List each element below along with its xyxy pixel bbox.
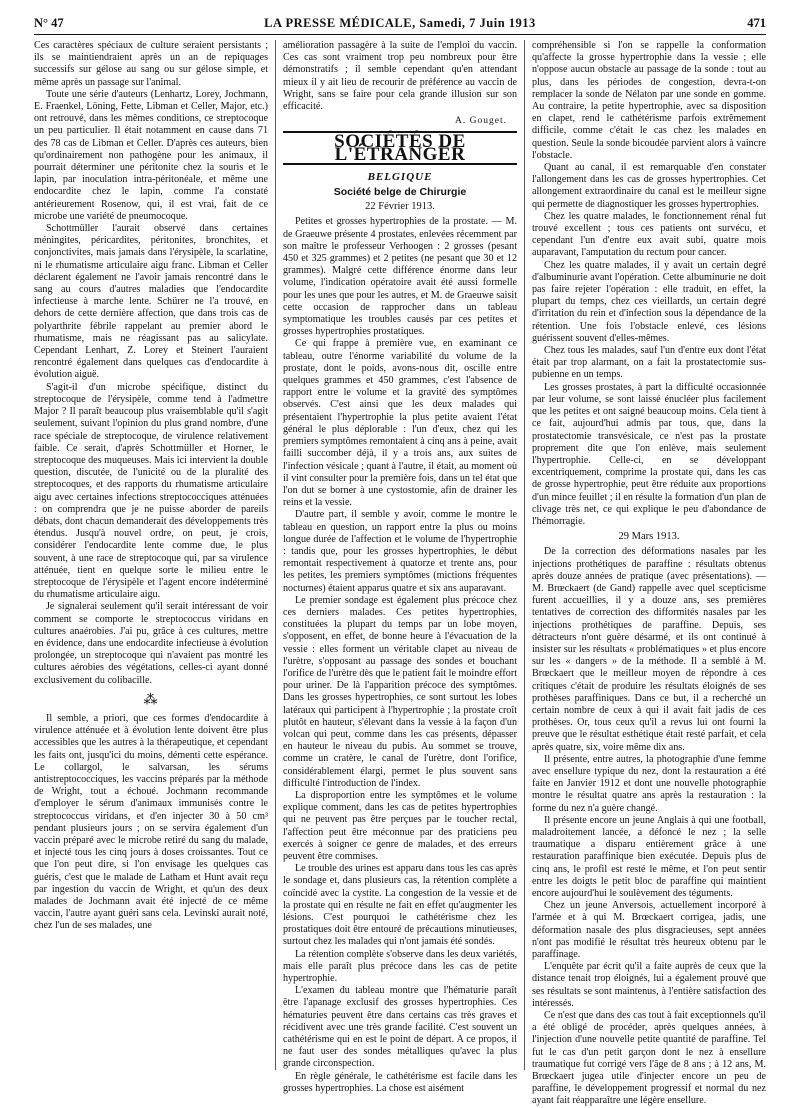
paragraph: Chez tous les malades, sauf l'un d'entre eux dont l'état était par trop alarmant, on a fait la prostatectomie sus-pubienne en un temps. bbox=[532, 345, 766, 381]
paragraph: Je signalerai seulement qu'il serait intéressant de voir comment se comporte le streptococcus viridans en cultures anaérobies. J'ai pu, grâce à ces cultures, mettre en évidence, dans une endocardite infectieuse à évolution prolongée, un streptocoque qui n'avaient pas montré les cultures aérobies des végétations, celles-ci ayant donné exclusivement du colibacille. bbox=[34, 601, 268, 686]
paragraph: Schottmüller l'aurait observé dans certaines méningites, péricardites, péritonites, bronchites, et conjonctivites, mais jamais dans l'érysipèle, la scarlatine, ni le rhumatisme articulaire aigu franc. Libman et Celler déclarent également ne l'avoir jamais rencontré dans le sang au cours d'autres maladies que l'endocardite infectieuse à marche lente. Schürer ne l'a trouvé, en dehors de cette dernière affection, que dans trois cas de polyarthrite fébrile rappelant au premier abord le rhumatisme, mais ne réagissant pas au salicylate. Cependant Lenhart, Z. Lorey et Steinert l'auraient rencontré également dans quelques cas d'endocardite à évolution aiguë. bbox=[34, 223, 268, 381]
journal-title: LA PRESSE MÉDICALE, Samedi, 7 Juin 1913 bbox=[264, 16, 536, 30]
column-left bbox=[34, 40, 268, 1070]
paragraph: S'agit-il d'un microbe spécifique, distinct du streptocoque de l'érysipèle, comme tend à l'admettre Major ? Il paraît beaucoup plus vraisemblable qu'il s'agit seulement, suivant l'opinion du plus grand nombre, d'une race spéciale de streptocoque, de virulence relativement faible. Ce serait, d'après Schottmüller et Horner, le streptocoque des muqueuses. Mais ici intervient la double question, discutée, de l'unicité ou de la pluralité des streptocoques, et des rapports du rhumatisme articulaire aigu avec certaines infections streptococciques atténuées : on comprendra que je ne puisse aborder de pareils débats, dont chacun demanderait des développements très étendus. Jusqu'à nouvel ordre, on peut, je crois, considérer l'endocardite lente comme due, le plus souvent, à une race de streptocoque qui, par sa virulence atténuée, tient en quelque sorte le milieu entre le streptocoque de l'érysipèle et l'agent encore indéterminé du rhumatisme articulaire aigu. bbox=[34, 381, 268, 601]
paragraph: Le trouble des urines est apparu dans tous les cas après le sondage et, dans plusieurs cas, la rétention complète a coïncidé avec la cystite. La congestion de la vessie et de la prostate qui en résulte ne fait en effet qu'augmenter les lésions. C'est pourquoi le cathétérisme chez les prostatiques doit être entouré de précautions minutieuses, surtout chez les malades qui n'ont jamais été sondés. bbox=[283, 863, 517, 948]
paragraph: Les grosses prostates, à part la difficulté occasionnée par leur volume, se sont laissé énucléer plus facilement que les petites et ont saigné beaucoup moins. Cela tient à ce fait, aujourd'hui admis par tous, que, dans la prostatectomie transvésicale, ce n'est pas la prostate proprement dite que l'on enlève, mais seulement l'hypertrophie. Celle-ci, en se développant excentriquement, comprime la prostate qui, dans les cas de grosse hypertrophie, peut être réduite aux proportions d'un mince feuillet ; il en résulte la formation d'un plan de clivage très net, ce qui explique le peu d'abondance de l'hémorragie. bbox=[532, 381, 766, 527]
column-middle bbox=[283, 40, 517, 1094]
paragraph: Chez les quatre malades, il y avait un certain degré d'albuminurie avant l'opération. Cette albuminurie ne doit pas faire rejeter l'opération : elle traduit, en effet, la plupart du temps, chez ces vieillards, un certain degré d'irritation du rein et d'infection sous la dépendance de la rétention. Une fois l'obstacle enlevé, ces lésions guérissent souvent d'elles-mêmes. bbox=[532, 259, 766, 344]
column-right bbox=[532, 40, 766, 1107]
paragraph: Le premier sondage est également plus précoce chez ces derniers malades. Ces petites hypertrophies, constituées la plupart du temps par un lobe moyen, s'opposent, en effet, de bonne heure à l'évacuation de la vessie : elles forment un véritable clapet au niveau de l'urètre, s'opposant au passage des sondes et bouchant l'orifice de l'urètre dès que le patient fait le moindre effort pour uriner. De là l'apparition précoce des symptômes. Dans les grosses hypertrophies, ce sont surtout les lobes latéraux qui participent à l'hypertrophie ; la prostate croît plutôt en hauteur, s'élevant dans la vessie à la façon d'un volcan qui peut, comme dans les cas présents, dépasser en hauteur le niveau du pubis. Au sommet se trouve, comme un cratère, le canal de l'urètre, dont l'orifice, considérablement élargi, permet le plus souvent sans difficulté l'introduction de l'index. bbox=[283, 594, 517, 789]
paragraph: Chez les quatre malades, le fonctionnement rénal fut trouvé excellent ; tous ces patients ont survécu, et cependant l'un d'entre eux avait subi, quatre mois auparavant, l'amputation du rectum pour cancer. bbox=[532, 210, 766, 259]
section-title: SOCIÉTÉS DE L'ÉTRANGER bbox=[283, 131, 517, 164]
paragraph: La disproportion entre les symptômes et le volume explique comment, dans les cas de petites hypertrophies qui ne peuvent pas être perçues par le toucher rectal, l'affection peut être méconnue par des praticiens peu exercés à soigner ce genre de malades, et des erreurs peuvent être commises. bbox=[283, 789, 517, 862]
paragraph: Il semble, a priori, que ces formes d'endocardite à virulence atténuée et à évolution lente doivent être plus accessibles que les autres à la thérapeutique, et cependant les faits ont, jusqu'ici du moins, démenti cette espérance. Le collargol, le salvarsan, les sérums antistreptococciques, les vaccins préparés par la méthode de Wright, tout a échoué. Jochmann recommande d'employer le sérum d'animaux immunisés contre le streptococcus viridans, et d'en injecter 30 à 50 cm³ pendant plusieurs jours ; on se servira également d'un vaccin préparé avec le microbe retiré du sang du malade, et injecté tous les cinq jours à doses croissantes. Tout ce que l'on peut dire, si l'on envisage les quelques cas guéris, c'est que le malade de Latham et Hunt avait reçu par ingestion du vaccin de Wright, et qu'un des deux malades de Jochmann avait été injecté de ce même vaccin, l'autre ayant guéri sans cela. Levinski aurait noté, chez l'un de ses malades, une bbox=[34, 712, 268, 932]
society-heading: Société belge de Chirurgie bbox=[333, 186, 467, 199]
paragraph: D'autre part, il semble y avoir, comme le montre le tableau en question, un rapport entre la plus ou moins longue durée de l'affection et le volume de l'hypertrophie : tandis que, pour les grosses hypertrophies, le début remontait respectivement à quatorze et trente ans, pour les petites, les premiers symptômes (mictions fréquentes nocturnes) étaient apparus quatre et six ans auparavant. bbox=[283, 509, 517, 594]
paragraph: L'examen du tableau montre que l'hématurie paraît être l'apanage exclusif des grosses hypertrophies. Ces hématuries peuvent être dans certains cas très graves et récidivent avec une très grande facilité. C'est souvent un cathétérisme qui en est le point de départ. A ce propos, il ne faut user des sondes métalliques qu'avec la plus grande circonspection. bbox=[283, 985, 517, 1070]
paragraph: De la correction des déformations nasales par les injections prothétiques de paraffine : résultats obtenus après douze années de pratique (avec présentations). — M. Brœckaert (de Gand) rappelle avec quel scepticisme furent accueillies, il y a douze ans, ses premières tentatives de correction des difformités nasales par les injections prothétiques de paraffine. Depuis, ses détracteurs n'ont guère désarmé, et ils ont continué à insister sur les résultats « problématiques » et plus encore sur les « dangers » de la méthode. Il a semblé à M. Brœckaert que le meilleur moyen de répondre à ces critiques c'était de produire les résultats éloignés de ses prothèses paraffiniques. Dans ce but, il a recherché un certain nombre de ceux à qui il avait fait jadis de ces prothèses. Or, tous ceux qu'il a revus lui ont fourni la preuve que le résultat esthétique était resté parfait, et cela après quatre, six, voire même dix ans. bbox=[532, 546, 766, 753]
paragraph: En règle générale, le cathétérisme est facile dans les grosses hypertrophies. La chose est aisément bbox=[283, 1070, 517, 1094]
column-rule bbox=[524, 40, 525, 1070]
paragraph: Quant au canal, il est remarquable d'en constater l'allongement dans les cas de grosses hypertrophies. Cet allongement extraordinaire du canal est le meilleur signe qui permette de diagnostiquer les grosses hypertrophies. bbox=[532, 162, 766, 210]
page-number: 471 bbox=[747, 16, 766, 30]
paragraph: Toute une série d'auteurs (Lenhartz, Lorey, Jochmann, E. Fraenkel, Löning, Fette, Libman et Celler, Major, etc.) ont retrouvé, dans les mêmes conditions, ce streptocoque un peu particulier. Il était notamment en cause dans 71 des 78 cas de Libman et Celler. D'après ces auteurs, bien qu'ordinairement non pathogène pour les animaux, il pourrait déterminer une péritonite chez la souris et le lapin, par inoculation intra-péritonéale, et même une endocardite chez le lapin, comme l'a constaté antérieurement Rosenow, qui, il est vrai, fait de ce microbe une variété de pneumocoque. bbox=[34, 88, 268, 222]
paragraph: Ce qui frappe à première vue, en examinant ce tableau, outre l'énorme variabilité du volume de la prostate, dont le poids, avons-nous dit, oscille entre quelques grammes et 450 grammes, c'est l'absence de rapport entre le volume et la gravité des symptômes observés. C'est ainsi que les deux malades qui présentaient l'hypertrophie la plus petite avaient l'état général le plus déplorable : l'un d'eux, chez qui les premiers symptômes remontaient à cinq ans à peine, avait failli succomber déjà, il y a trois ans, aux suites de l'infection vésicale ; quant à l'autre, il était, au moment où il vint consulter pour la première fois, dans un tel état que l'on dut se borner à une cystostomie, afin de drainer les reins et la vessie. bbox=[283, 338, 517, 509]
paragraph: La rétention complète s'observe dans les deux variétés, mais elle paraît plus précoce dans les cas de petite hypertrophie. bbox=[283, 948, 517, 985]
paragraph: Il présente encore un jeune Anglais à qui une football, maladroitement lancée, a défoncé le nez ; la selle traumatique a disparu entièrement grâce à une restauration paraffinique bien exécutée. Depuis plus de cinq ans, le profil est resté le même, et l'on peut sentir entre les doigts le petit bloc de paraffine qui maintient encore aujourd'hui le soulèvement des téguments. bbox=[532, 814, 766, 900]
issue-number: N° 47 bbox=[34, 16, 64, 30]
paragraph: Chez un jeune Anversois, actuellement incorporé à l'armée et à qui M. Brœckaert corrigea, jadis, une déformation nasale des plus disgracieuses, sept années n'ont pas modifié le résultat très heureux obtenu par le paraffinage. bbox=[532, 900, 766, 961]
page-header bbox=[34, 14, 766, 35]
paragraph: L'enquête par écrit qu'il a faite auprès de ceux que la distance tenait trop éloignés, lui a également prouvé que ses résultats se sont maintenus, à l'entière satisfaction des intéressés. bbox=[532, 961, 766, 1009]
author-signature: A. Gouget. bbox=[455, 116, 507, 127]
paragraph: Il présente, entre autres, la photographie d'une femme avec ensellure typique du nez, dont la restauration a été faite en Janvier 1912 et dont une nouvelle photographie montre le résultat quatre ans après la restauration : la forme du nez n'a guère changé. bbox=[532, 753, 766, 814]
session-date: 22 Février 1913. bbox=[365, 201, 435, 213]
paragraph: Ce n'est que dans des cas tout à fait exceptionnels qu'il a été obligé de procéder, après quelques années, à l'injection d'une nouvelle petite quantité de paraffine. Tel fut le cas d'un petit garçon dont le nez à ensellure traumatique fut corrigé vers l'âge de 8 ans ; à 12 ans, M. Brœckaert jugea utile d'injecter encore un peu de paraffine, le développement progressif et normal du nez ayant fait réapparaître une légère ensellure. bbox=[532, 1010, 766, 1107]
asterism-divider: ⁂ bbox=[143, 692, 159, 708]
paragraph: compréhensible si l'on se rappelle la conformation qu'affecte la grosse hypertrophie dans la vessie ; elle n'oppose aucun obstacle au passage de la sonde : tout au plus, dans les périodes de congestion, devra-t-on remplacer la sonde de Nélaton par une sonde en gomme. Au contraire, la petite hypertrophie, avec sa disposition en clapet, rend le cathétérisme parfois extrêmement difficile, comme c'était le cas chez les malades en question. Seule la sonde bicoudée parvient alors à vaincre l'obstacle. bbox=[532, 40, 766, 161]
session-date: 29 Mars 1913. bbox=[618, 531, 680, 543]
country-heading: BELGIQUE bbox=[367, 170, 433, 183]
paragraph: Petites et grosses hypertrophies de la prostate. — M. de Graeuwe présente 4 prostates, enlevées récemment par son maître le professeur Verhoogen : 2 grosses (pesant 450 et 325 grammes) et 2 petites (ne pesant que 30 et 12 grammes). Malgré cette différence énorme dans leur volume, l'indication opératoire avait été aussi formelle pour les unes que pour les autres, et M. de Graeuwe saisit cette occasion de rapprocher dans un tableau symptomatique les troubles causés par ces petites et grosses hypertrophies prostatiques. bbox=[283, 216, 517, 338]
paragraph: Ces caractères spéciaux de culture seraient persistants ; ils se maintiendraient après un an de repiquages successifs sur gélose au sang ou sur gélose simple, et même après un passage sur l'animal. bbox=[34, 40, 268, 88]
column-rule bbox=[275, 40, 276, 1070]
paragraph: amélioration passagère à la suite de l'emploi du vaccin. Ces cas sont vraiment trop peu nombreux pour être démonstratifs ; il semble cependant qu'en attendant mieux il y ait lieu de recourir de préférence au vaccin de Wright, sans se faire pour cela grande illusion sur son efficacité. bbox=[283, 40, 517, 113]
